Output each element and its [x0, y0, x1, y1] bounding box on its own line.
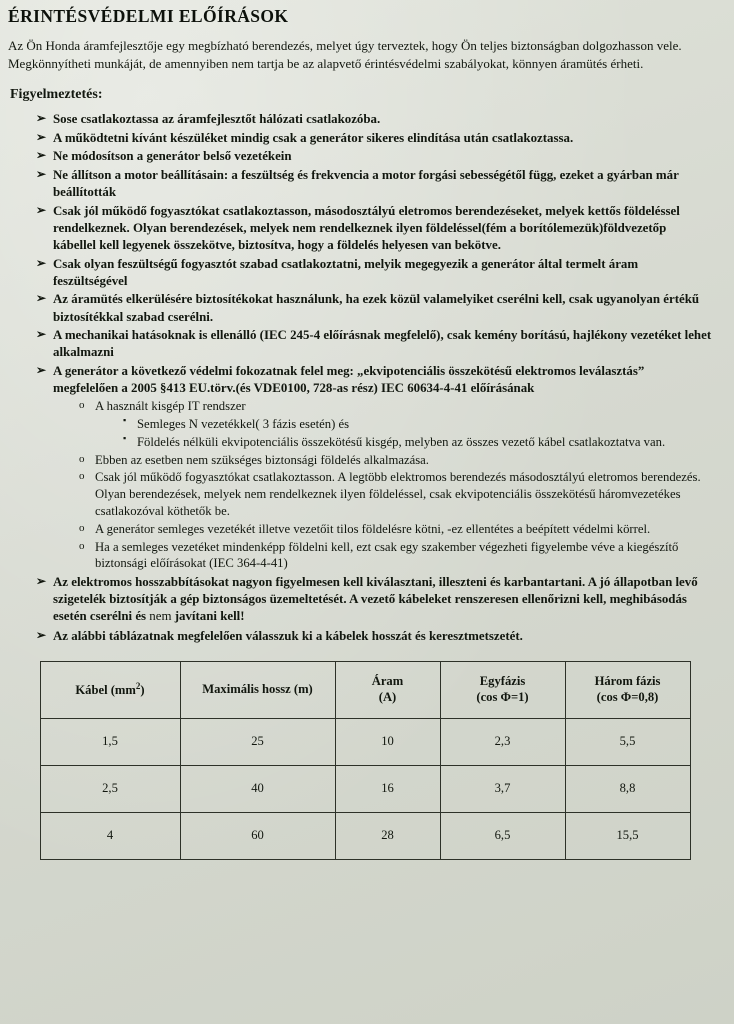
list-item-text: Az alábbi táblázatnak megfelelően válasszuk ki a kábelek hosszát és keresztmetszetét. — [53, 628, 523, 643]
table-cell: 8,8 — [565, 765, 690, 812]
table-cell: 40 — [180, 765, 335, 812]
list-item-text: Csak olyan feszültségű fogyasztót szabad csatlakoztatni, melyik megegyezik a generátor által termelt áram feszültségével — [53, 256, 639, 288]
header-text: Egyfázis — [479, 673, 526, 688]
table-row — [40, 765, 690, 812]
square-bullet-icon: ▪ — [123, 415, 127, 426]
sub-sub-list-item — [123, 434, 712, 451]
table-header-cell — [440, 661, 565, 718]
arrow-bullet-icon: ➢ — [36, 327, 47, 342]
list-item — [36, 327, 712, 361]
sub-sub-list-item-text: Semleges N vezetékkel( 3 fázis esetén) és — [137, 417, 350, 432]
table-row — [40, 812, 690, 859]
table-header-cell — [335, 661, 440, 718]
sub-sub-list — [95, 416, 712, 451]
header-subtext: (cos Φ=0,8) — [596, 689, 659, 704]
circle-bullet-icon: o — [79, 452, 85, 465]
page-title: ÉRINTÉSVÉDELMI ELŐÍRÁSOK — [8, 6, 289, 26]
table-row — [40, 718, 690, 765]
list-item-text: Ne állítson a motor beállításain: a feszültség és frekvencia a motor forgási sebességétől függ, ezeket a gyárban már beállították — [53, 167, 679, 199]
table-header-cell — [40, 661, 180, 718]
warning-list — [8, 111, 722, 572]
list-item-text: A generátor a következő védelmi fokozatnak felel meg: „ekvipotenciális összekötésű elektromos leválasztás” megfelelően a 2005 §413 EU.törv.(és VDE0100, 728-as rész) IEC 60634-4-41 előírásának — [53, 364, 645, 396]
sub-list-item — [79, 521, 712, 538]
list-item-text: Ne módosítson a generátor belső vezetékein — [53, 149, 292, 164]
arrow-bullet-icon: ➢ — [36, 202, 47, 217]
sub-list-item-text: Ebben az esetben nem szükséges biztonsági földelés alkalmazása. — [95, 452, 429, 467]
sub-list-item — [79, 452, 712, 469]
table-cell: 1,5 — [40, 718, 180, 765]
arrow-bullet-icon: ➢ — [36, 363, 47, 378]
list-item-text: A működtetni kívánt készüléket mindig csak a generátor sikeres elindítása után csatlakoztassa. — [53, 130, 574, 145]
table-cell: 25 — [180, 718, 335, 765]
table-cell: 16 — [335, 765, 440, 812]
list-item — [36, 574, 712, 625]
table-cell: 10 — [335, 718, 440, 765]
table-cell: 5,5 — [565, 718, 690, 765]
intro-paragraph: Az Ön Honda áramfejlesztője egy megbízható berendezés, melyet úgy terveztek, hogy Ön teljes biztonságban dolgozhasson vele. Megkönnyítheti munkáját, de amennyiben nem tartja be az alapvető érintésvédelmi szabályokat, könnyen áramütés érheti. — [8, 38, 682, 71]
table-header-row — [40, 661, 690, 718]
list-item — [36, 148, 712, 165]
list-item — [36, 291, 712, 325]
table-cell: 6,5 — [440, 812, 565, 859]
table-header-cell — [565, 661, 690, 718]
header-text: Maximális hossz (m) — [202, 681, 313, 696]
square-bullet-icon: ▪ — [123, 432, 127, 443]
table-cell: 60 — [180, 812, 335, 859]
header-text-end: ) — [140, 682, 145, 697]
header-text: Három fázis — [594, 673, 661, 688]
table-cell: 4 — [40, 812, 180, 859]
list-item — [36, 256, 712, 290]
circle-bullet-icon: o — [79, 521, 85, 534]
list-item-text: Sose csatlakoztassa az áramfejlesztőt hálózati csatlakozóba. — [53, 111, 381, 126]
arrow-bullet-icon: ➢ — [36, 255, 47, 270]
header-text: Kábel (mm — [75, 682, 136, 697]
sub-list — [53, 398, 712, 572]
list-item — [36, 167, 712, 201]
list-item — [36, 130, 712, 147]
circle-bullet-icon: o — [79, 539, 85, 552]
sub-sub-list-item-text: Földelés nélküli ekvipotenciális összekötésű kisgép, melyben az összes vezető kábel csatlakoztatva van. — [137, 434, 666, 449]
circle-bullet-icon: o — [79, 470, 85, 483]
arrow-bullet-icon: ➢ — [36, 148, 47, 163]
sub-list-item — [79, 469, 712, 519]
header-subtext: (A) — [378, 689, 397, 704]
header-text: Áram — [371, 673, 404, 688]
sub-list-item-text: Csak jól működő fogyasztókat csatlakoztasson. A legtöbb elektromos berendezés másodosztályú eletromos berendezés. Olyan berendezések, melyek nem rendelkeznek ilyen földeléssel, csak ekvipotenciális összekötésű háromvezetékes csatlakozóval köthetők be. — [95, 470, 701, 518]
sub-list-item — [79, 398, 712, 450]
warning-heading: Figyelmeztetés: — [10, 86, 103, 102]
sub-sub-list-item — [123, 416, 712, 433]
header-subtext: (cos Φ=1) — [476, 689, 529, 704]
arrow-bullet-icon: ➢ — [36, 110, 47, 125]
table-header-cell — [180, 661, 335, 718]
arrow-bullet-icon: ➢ — [36, 291, 47, 306]
emphasis-word: nem — [149, 609, 172, 624]
arrow-bullet-icon: ➢ — [36, 129, 47, 144]
table-cell: 3,7 — [440, 765, 565, 812]
list-item-text: Az elektromos hosszabbításokat nagyon figyelmesen kell kiválasztani, illeszteni és karbantartani. A jó állapotban levő szigetelék biztosítják a gép biztonságos üzemeltetését. A vezető kábeleket renszeresen ellenőrizni kell, meghibásodás esetén cserélni és — [53, 575, 698, 624]
sub-list-item — [79, 539, 712, 573]
list-item — [36, 363, 712, 572]
table-cell: 2,5 — [40, 765, 180, 812]
arrow-bullet-icon: ➢ — [36, 166, 47, 181]
list-item-text-end: javítani kell! — [171, 609, 245, 624]
list-item-text: Csak jól működő fogyasztókat csatlakoztasson, másodosztályú eletromos berendezéseket, melyek kettős földeléssel rendelkeznek. Olyan berendezések, melyek nem rendelkeznek ilyen földeléssel(fém a borítólemezük)földvezetőp kábellel kell legyenek összekötve, biztosítva, hogy a földelés helyesen van bekötve. — [53, 203, 680, 252]
sub-list-item-text: Ha a semleges vezetéket mindenképp földelni kell, ezt csak egy szakember végezheti figyelembe véve a kiegészítő biztonsági előírásokat (IEC 364-4-41) — [95, 539, 679, 571]
warning-list-tail — [8, 574, 722, 645]
cable-table — [40, 661, 691, 860]
arrow-bullet-icon: ➢ — [36, 627, 47, 642]
table-cell: 28 — [335, 812, 440, 859]
circle-bullet-icon: o — [79, 399, 85, 412]
table-cell: 15,5 — [565, 812, 690, 859]
list-item — [36, 203, 712, 254]
list-item-text: Az áramütés elkerülésére biztosítékokat használunk, ha ezek közül valamelyiket cserélni kell, csak ugyanolyan értékű biztosítékkal szabad cserélni. — [53, 292, 700, 324]
table-cell: 2,3 — [440, 718, 565, 765]
sub-list-item-text: A használt kisgép IT rendszer — [95, 399, 246, 414]
arrow-bullet-icon: ➢ — [36, 574, 47, 589]
header-sup: 2 — [135, 680, 141, 691]
document-body — [8, 6, 722, 1018]
list-item — [36, 111, 712, 128]
sub-list-item-text: A generátor semleges vezetékét illetve vezetőit tilos földelésre kötni, -ez ellentétes a beépített védelmi körrel. — [95, 521, 651, 536]
list-item — [36, 628, 712, 645]
list-item-text: A mechanikai hatásoknak is ellenálló (IEC 245-4 előírásnak megfelelő), csak kemény borítású, hajlékony vezetéket lehet alkalmazni — [53, 328, 712, 360]
